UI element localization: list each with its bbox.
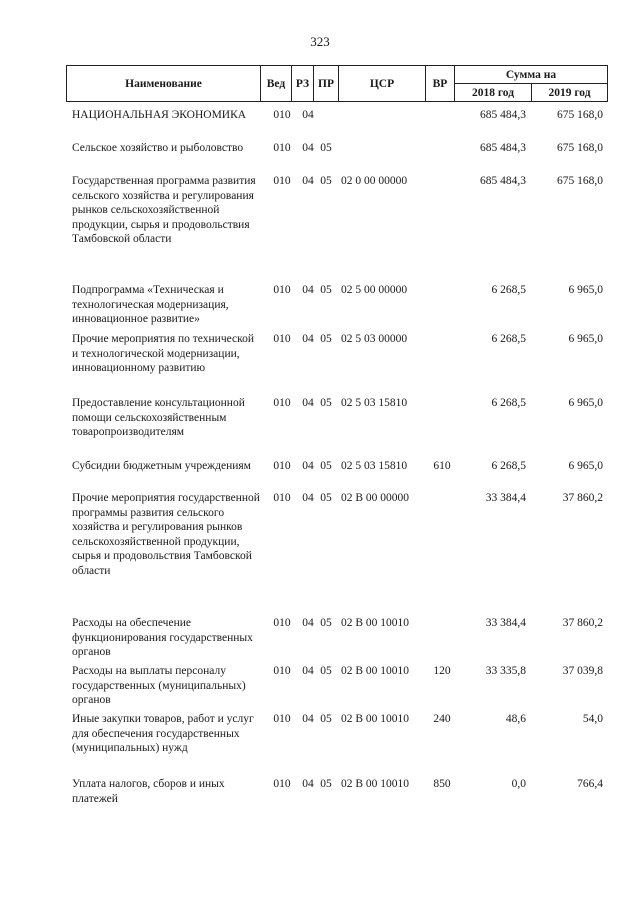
row-pr: 05 [320, 492, 332, 504]
row-csr: 02 В 00 10010 [341, 713, 410, 725]
row-rz: 04 [302, 778, 314, 790]
row-name: НАЦИОНАЛЬНАЯ ЭКОНОМИКА [72, 109, 247, 121]
row-sum-2019: 6 965,0 [568, 460, 603, 472]
row-sum-2018: 685 484,3 [480, 175, 526, 187]
row-ved: 010 [273, 713, 291, 725]
row-ved: 010 [273, 492, 291, 504]
row-sum-2018: 33 335,8 [485, 665, 526, 677]
row-csr: 02 5 03 15810 [341, 460, 408, 472]
row-name: Государственная программа развития сельского хозяйства и регулирования рынков сельскохозяйственной продукции, сырья и продовольствия Тамбовской области [72, 175, 256, 246]
row-name: Уплата налогов, сборов и иных платежей [72, 778, 225, 805]
row-vr: 120 [433, 665, 451, 677]
row-sum-2018: 6 268,5 [491, 397, 526, 409]
row-name: Предоставление консультационной помощи сельскохозяйственным товаропроизводителям [72, 397, 245, 439]
row-ved: 010 [273, 333, 291, 345]
row-rz: 04 [302, 492, 314, 504]
row-csr: 02 5 03 00000 [341, 333, 408, 345]
row-sum-2018: 33 384,4 [485, 492, 526, 504]
row-rz: 04 [302, 460, 314, 472]
row-rz: 04 [302, 109, 314, 121]
row-ved: 010 [273, 617, 291, 629]
row-vr: 610 [433, 460, 451, 472]
row-rz: 04 [302, 617, 314, 629]
row-pr: 05 [320, 460, 332, 472]
row-sum-2019: 37 039,8 [562, 665, 603, 677]
row-ved: 010 [273, 665, 291, 677]
row-sum-2019: 6 965,0 [568, 397, 603, 409]
row-rz: 04 [302, 713, 314, 725]
row-csr: 02 0 00 00000 [341, 175, 408, 187]
row-name: Расходы на обеспечение функционирования государственных органов [72, 617, 253, 659]
row-name: Прочие мероприятия по технической и технологической модернизации, инновационному развитию [72, 333, 255, 375]
row-csr: 02 В 00 00000 [341, 492, 410, 504]
header-name: Наименование [66, 65, 261, 102]
row-rz: 04 [302, 284, 314, 296]
header-year-2018: 2018 год [454, 83, 532, 102]
row-sum-2018: 6 268,5 [491, 333, 526, 345]
header-rz: РЗ [291, 65, 314, 102]
row-pr: 05 [320, 778, 332, 790]
row-name: Субсидии бюджетным учреждениям [72, 460, 251, 472]
row-vr: 240 [433, 713, 451, 725]
row-csr: 02 5 00 00000 [341, 284, 408, 296]
row-name: Сельское хозяйство и рыболовство [72, 142, 244, 154]
row-ved: 010 [273, 778, 291, 790]
row-sum-2019: 675 168,0 [557, 109, 603, 121]
row-ved: 010 [273, 460, 291, 472]
row-sum-2019: 6 965,0 [568, 333, 603, 345]
row-sum-2018: 685 484,3 [480, 142, 526, 154]
row-pr: 05 [320, 284, 332, 296]
header-year-2019: 2019 год [531, 83, 608, 102]
row-ved: 010 [273, 284, 291, 296]
row-rz: 04 [302, 397, 314, 409]
row-pr: 05 [320, 397, 332, 409]
row-sum-2019: 675 168,0 [557, 142, 603, 154]
row-csr: 02 5 03 15810 [341, 397, 408, 409]
row-sum-2018: 6 268,5 [491, 284, 526, 296]
row-rz: 04 [302, 175, 314, 187]
header-vr: ВР [425, 65, 455, 102]
row-pr: 05 [320, 142, 332, 154]
header-pr: ПР [313, 65, 339, 102]
row-rz: 04 [302, 333, 314, 345]
row-ved: 010 [273, 175, 291, 187]
row-name: Прочие мероприятия государственной программы развития сельского хозяйства и регулирования рынков сельскохозяйственной продукции, сырья и продовольствия Тамбовской области [72, 492, 260, 577]
header-ved: Вед [260, 65, 292, 102]
row-name: Подпрограмма «Техническая и технологическая модернизация, инновационное развитие» [72, 284, 229, 326]
page-number: 323 [310, 34, 330, 49]
row-pr: 05 [320, 713, 332, 725]
row-ved: 010 [273, 142, 291, 154]
row-pr: 05 [320, 333, 332, 345]
header-sum: Сумма на [454, 65, 608, 84]
row-csr: 02 В 00 10010 [341, 665, 410, 677]
row-sum-2018: 685 484,3 [480, 109, 526, 121]
header-csr: ЦСР [338, 65, 426, 102]
row-csr: 02 В 00 10010 [341, 778, 410, 790]
row-sum-2018: 48,6 [505, 713, 526, 725]
row-sum-2019: 54,0 [582, 713, 603, 725]
row-pr: 05 [320, 665, 332, 677]
row-sum-2019: 37 860,2 [562, 617, 603, 629]
row-name: Расходы на выплаты персоналу государственных (муниципальных) органов [72, 665, 246, 707]
row-vr: 850 [433, 778, 451, 790]
row-ved: 010 [273, 397, 291, 409]
row-sum-2019: 37 860,2 [562, 492, 603, 504]
row-rz: 04 [302, 142, 314, 154]
row-sum-2018: 6 268,5 [491, 460, 526, 472]
row-pr: 05 [320, 617, 332, 629]
row-rz: 04 [302, 665, 314, 677]
row-sum-2018: 33 384,4 [485, 617, 526, 629]
row-sum-2019: 766,4 [577, 778, 603, 790]
row-csr: 02 В 00 10010 [341, 617, 410, 629]
row-sum-2019: 675 168,0 [557, 175, 603, 187]
row-name: Иные закупки товаров, работ и услуг для обеспечения государственных (муниципальных) нужд [72, 713, 254, 755]
row-sum-2019: 6 965,0 [568, 284, 603, 296]
row-pr: 05 [320, 175, 332, 187]
row-sum-2018: 0,0 [511, 778, 526, 790]
row-ved: 010 [273, 109, 291, 121]
